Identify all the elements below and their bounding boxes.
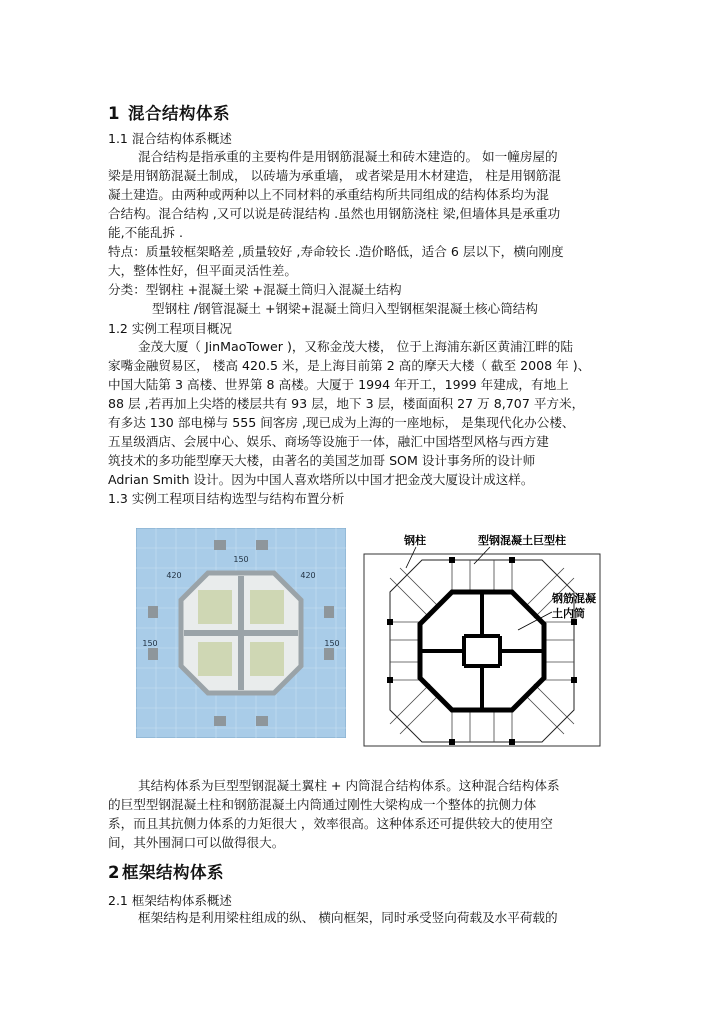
dim-label-top-right: 420: [300, 571, 316, 580]
mega-column: [214, 540, 226, 550]
paragraph-line: 能,不能乱拆 .: [108, 225, 183, 240]
core-room: [198, 642, 232, 676]
subsection-1-2-heading: 1.2 实例工程项目概况: [108, 321, 232, 336]
section-1-number: 1: [108, 104, 120, 123]
paragraph-line: 框架结构是利用梁柱组成的纵、 横向框架，同时承受竖向荷载及水平荷载的: [138, 910, 558, 925]
paragraph-line: 混合结构是指承重的主要构件是用钢筋混凝土和砖木建造的。 如一幢房屋的: [138, 149, 558, 164]
mega-column: [324, 606, 334, 618]
classification-line: 分类：型钢柱 +混凝土梁 +混凝土筒归入混凝土结构: [108, 282, 402, 297]
section-1-title: 混合结构体系: [127, 104, 230, 123]
paragraph-line: 家嘴金融贸易区， 楼高 420.5 米，是上海目前第 2 高的摩天大楼（ 截至 2008 年 )、: [108, 358, 591, 373]
subsection-2-1-heading: 2.1 框架结构体系概述: [108, 893, 232, 908]
paragraph-line: 五星级酒店、会展中心、娱乐、商场等设施于一体，融汇中国塔型风格与西方建: [108, 434, 549, 449]
paragraph-line: 系，而且其抗侧力体系的力矩很大 ，效率很高。这种体系还可提供较大的使用空: [108, 816, 553, 831]
floor-plan-figure: [136, 528, 346, 738]
paragraph-line: Adrian Smith 设计。因为中国人喜欢塔所以中国才把金茂大厦设计成这样。: [108, 472, 534, 487]
mega-column: [148, 648, 158, 660]
subsection-1-3-heading: 1.3 实例工程项目结构选型与结构布置分析: [108, 491, 345, 506]
paragraph-line: 筑技术的多功能型摩天大楼，由著名的美国芝加哥 SOM 设计事务所的设计师: [108, 453, 536, 468]
section-2-number: 2: [108, 863, 120, 882]
structural-layout-figure: [360, 524, 610, 750]
mega-column: [324, 648, 334, 660]
section-1-heading: [108, 100, 230, 124]
subsection-1-1-heading: 1.1 混合结构体系概述: [108, 131, 232, 146]
dim-label-right: 150: [324, 639, 340, 648]
core-room: [198, 590, 232, 624]
classification-line: 型钢柱 /钢管混凝土 +钢梁+混凝土筒归入型钢框架混凝土核心筒结构: [152, 301, 538, 316]
paragraph-line: 其结构体系为巨型型钢混凝土翼柱 + 内筒混合结构体系。这种混合结构体系: [138, 778, 560, 793]
section-2-title: 框架结构体系: [121, 863, 224, 882]
dim-label-left: 150: [142, 639, 158, 648]
paragraph-line: 梁是用钢筋混凝土制成， 以砖墙为承重墙， 或者梁是用木材建造， 柱是用钢筋混: [108, 168, 561, 183]
paragraph-line: 有多达 130 部电梯与 555 间客房 ,现已成为上海的一座地标， 是集现代化办公楼、: [108, 415, 575, 430]
paragraph-line: 88 层 ,若再加上尖塔的楼层共有 93 层，地下 3 层，楼面面积 27 万 8,707 平方米，: [108, 396, 585, 411]
mega-column: [256, 540, 268, 550]
dim-label-top-left: 420: [166, 571, 182, 580]
core-room: [250, 642, 284, 676]
features-line: 特点：质量较框架略差 ,质量较好 ,寿命较长 .造价略低，适合 6 层以下，横向刚度: [108, 244, 564, 259]
paragraph-line: 中国大陆第 3 高楼、世界第 8 高楼。大厦于 1994 年开工，1999 年建成，有地上: [108, 377, 569, 392]
mega-column: [148, 606, 158, 618]
mega-column: [214, 716, 226, 726]
paragraph-line: 凝土建造。由两种或两种以上不同材料的承重结构所共同组成的结构体系均为混: [108, 187, 549, 202]
paragraph-line: 间，其外围洞口可以做得很大。: [108, 835, 285, 850]
label-core-line1: 钢筋混凝: [552, 592, 596, 605]
label-steel-column: 钢柱: [404, 534, 426, 547]
paragraph-line: 的巨型型钢混凝土柱和钢筋混凝土内筒通过刚性大梁构成一个整体的抗侧力体: [108, 797, 537, 812]
label-mega-column: 型钢混凝土巨型柱: [478, 534, 566, 547]
section-2-heading: [108, 859, 224, 883]
dim-label-top: 150: [233, 555, 249, 564]
paragraph-line: 金茂大厦（ JinMaoTower )，又称金茂大楼， 位于上海浦东新区黄浦江畔的陆: [138, 339, 573, 354]
label-core-line2: 土内筒: [552, 607, 585, 620]
features-line: 大，整体性好，但平面灵活性差。: [108, 263, 297, 278]
mega-column: [256, 716, 268, 726]
core-room: [250, 590, 284, 624]
paragraph-line: 合结构。混合结构 ,又可以说是砖混结构 .虽然也用钢筋浇柱 梁,但墙体具是承重功: [108, 206, 561, 221]
core-wall: [184, 630, 298, 636]
